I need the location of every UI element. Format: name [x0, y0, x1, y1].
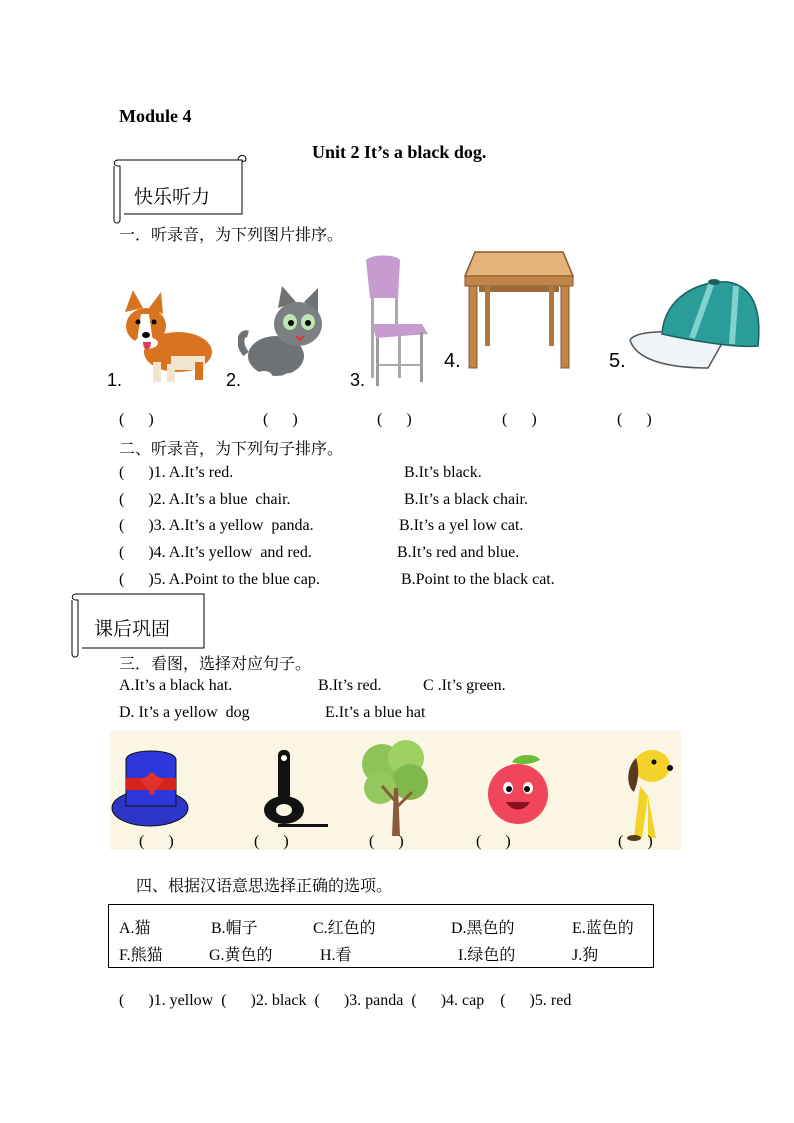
match-answer-blank-5[interactable]: ( ) [618, 833, 653, 850]
sentence-row-4-b: B.It’s red and blue. [397, 544, 520, 561]
vocab-questions: ( )1. yellow ( )2. black ( )3. panda ( )4. cap ( )5. red [119, 992, 572, 1009]
option-h: H.看 [320, 947, 352, 964]
green-tree-icon [360, 738, 432, 838]
picture-answer-blank-5[interactable]: ( ) [617, 411, 652, 428]
module-title: Module 4 [119, 106, 192, 126]
listen-scroll-label: 快乐听力 [134, 186, 211, 208]
picture-number-1: 1. [107, 370, 123, 390]
option-e-sentence: E.It’s a blue hat [325, 704, 426, 721]
match-answer-blank-4[interactable]: ( ) [476, 833, 511, 850]
blue-hat-icon [110, 746, 192, 830]
sentence-row-4-a: ( )4. A.It’s yellow and red. [119, 544, 312, 561]
corgi-dog-icon [113, 288, 218, 388]
option-b: B.帽子 [211, 920, 258, 937]
grey-cat-icon [238, 284, 328, 388]
option-g: G.黄色的 [209, 947, 273, 964]
part3-title: 三．看图，选择对应句子。 [119, 654, 312, 673]
option-d-sentence: D. It’s a yellow dog [119, 704, 250, 721]
purple-chair-icon [362, 254, 432, 388]
sentence-row-2-b: B.It’s a black chair. [404, 491, 528, 508]
option-c: C.红色的 [313, 920, 376, 937]
sentence-row-3-a: ( )3. A.It’s a yellow panda. [119, 517, 314, 534]
picture-answer-blank-1[interactable]: ( ) [119, 411, 154, 428]
option-d: D.黑色的 [451, 920, 515, 937]
red-apple-face-icon [482, 752, 556, 824]
match-answer-blank-2[interactable]: ( ) [254, 833, 289, 850]
option-c-sentence: C .It’s green. [423, 677, 506, 694]
options-box [108, 904, 654, 968]
consolidate-scroll-label: 课后巩固 [94, 618, 171, 640]
picture-answer-blank-4[interactable]: ( ) [502, 411, 537, 428]
picture-answer-blank-2[interactable]: ( ) [263, 411, 298, 428]
listen-scroll-banner [110, 152, 250, 224]
picture-number-3: 3. [350, 370, 366, 390]
option-e: E.蓝色的 [572, 920, 634, 937]
option-j: J.狗 [572, 947, 599, 964]
option-f: F.熊猫 [119, 947, 163, 964]
unit-title: Unit 2 It’s a black dog. [312, 142, 487, 162]
sentence-row-2-a: ( )2. A.It’s a blue chair. [119, 491, 291, 508]
picture-number-5: 5. [609, 350, 626, 372]
picture-answer-blank-3[interactable]: ( ) [377, 411, 412, 428]
match-answer-blank-1[interactable]: ( ) [139, 833, 174, 850]
part4-title: 四、根据汉语意思选择正确的选项。 [136, 876, 393, 895]
option-b-sentence: B.It’s red. [318, 677, 382, 694]
teal-cap-icon [628, 278, 762, 370]
yellow-dog-icon [612, 746, 678, 842]
option-a: A.猫 [119, 920, 151, 937]
sentence-row-5-b: B.Point to the black cat. [401, 571, 555, 588]
part1-title: 一．听录音，为下列图片排序。 [119, 225, 344, 244]
black-letter-figure-icon [258, 746, 334, 832]
option-i: I.绿色的 [458, 947, 516, 964]
picture-number-2: 2. [226, 370, 242, 390]
sentence-row-3-b: B.It’s a yel low cat. [399, 517, 524, 534]
sentence-row-1-a: ( )1. A.It’s red. [119, 464, 234, 481]
option-a-sentence: A.It’s a black hat. [119, 677, 233, 694]
part2-title: 二、听录音，为下列句子排序。 [119, 439, 344, 458]
match-answer-blank-3[interactable]: ( ) [369, 833, 404, 850]
consolidate-scroll-banner [68, 588, 208, 660]
sentence-row-5-a: ( )5. A.Point to the blue cap. [119, 571, 320, 588]
wooden-desk-icon [463, 250, 575, 370]
picture-number-4: 4. [444, 350, 461, 372]
sentence-row-1-b: B.It’s black. [404, 464, 482, 481]
